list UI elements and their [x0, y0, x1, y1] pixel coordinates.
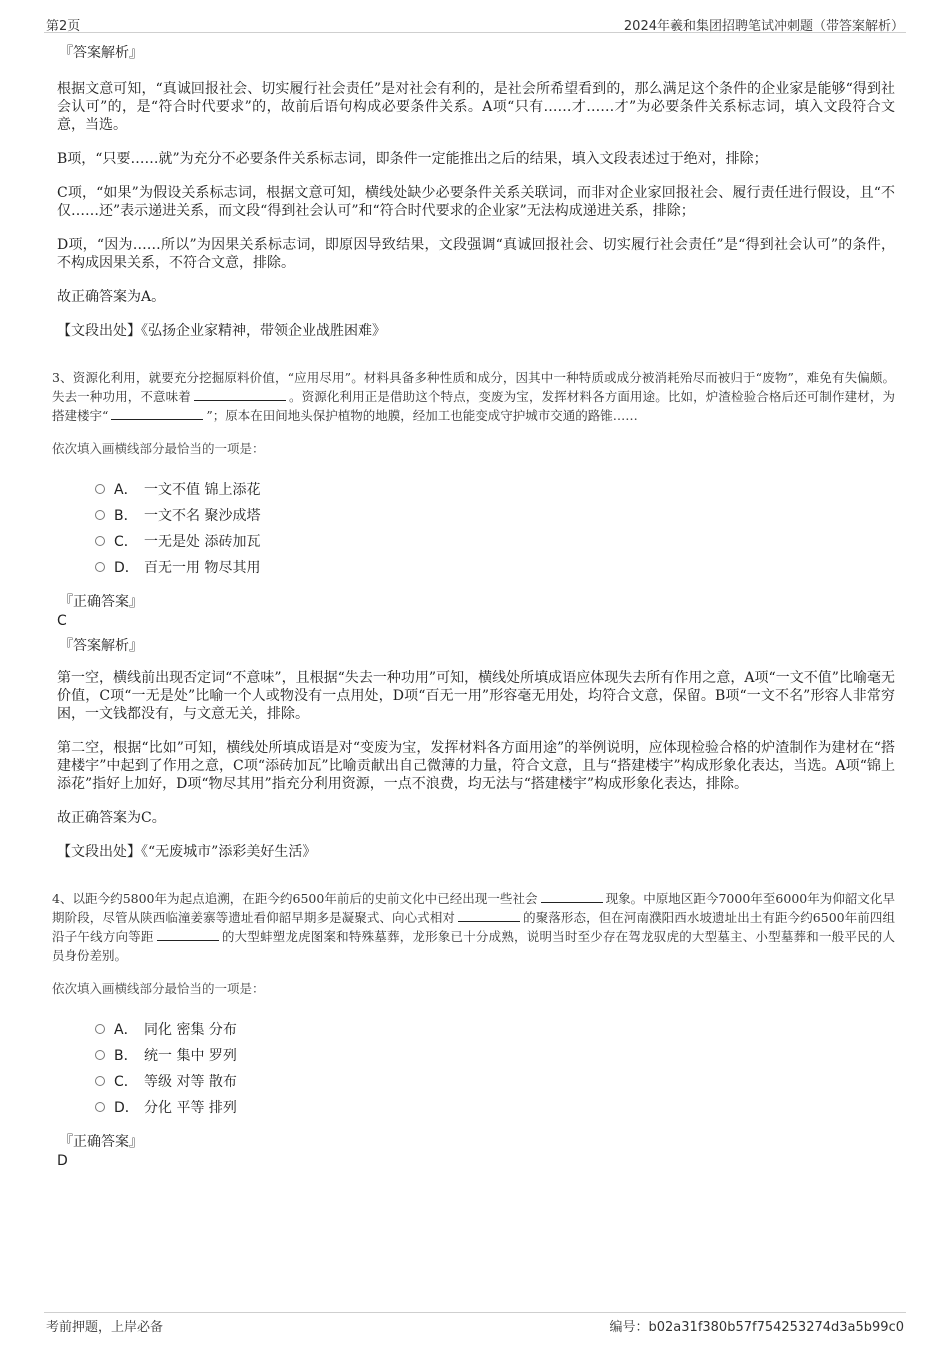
option-b[interactable]: [95, 505, 895, 531]
question-4-text-part: 的大型蚌塑龙虎图案和特殊墓葬，龙形象已十分成熟，说明当时至少存在驾龙驭虎的大型墓主、小型墓葬和一般平民的人员身份差别。: [52, 929, 895, 963]
option-a[interactable]: [95, 1019, 895, 1045]
option-text: 分化 平等 排列: [144, 1100, 237, 1116]
code-label: 编号：: [609, 1320, 649, 1335]
q2-analysis-paragraph: C项，“如果”为假设关系标志词，根据文意可知，横线处缺少必要条件关系关联词，而非对企业家回报社会、履行责任进行假设，且“不仅……还”表示递进关系，而文段“得到社会认可”和“符合时代要求的企业家”无法构成递进关系，排除；: [57, 185, 895, 219]
option-d[interactable]: [95, 1097, 895, 1123]
fill-blank: [111, 407, 203, 420]
radio-circle-icon[interactable]: [95, 1050, 105, 1060]
question-3-options: [95, 479, 895, 583]
q2-analysis-paragraph: B项，“只要……就”为充分不必要条件关系标志词，即条件一定能推出之后的结果，填入文段表述过于绝对，排除；: [57, 151, 768, 167]
radio-circle-icon[interactable]: [95, 1102, 105, 1112]
radio-circle-icon[interactable]: [95, 1024, 105, 1034]
option-letter: C．: [114, 1074, 138, 1090]
question-4-prompt: 依次填入画横线部分最恰当的一项是：: [52, 981, 265, 996]
option-letter: A．: [114, 1022, 138, 1038]
page-footer: [44, 1312, 906, 1337]
option-letter: C．: [114, 534, 138, 550]
option-text: 同化 密集 分布: [144, 1022, 237, 1038]
question-3-text-part: ”；原本在田间地头保护植物的地膜，经加工也能变成守护城市交通的路锥……: [206, 408, 638, 423]
option-c[interactable]: [95, 1071, 895, 1097]
fill-blank: [541, 890, 603, 903]
option-d[interactable]: [95, 557, 895, 583]
q4-correct-answer: D: [57, 1153, 68, 1169]
q3-analysis-paragraph: 第一空，横线前出现否定词“不意味”，且根据“失去一种功用”可知，横线处所填成语应体现失去所有作用之意，A项“一文不值”比喻毫无价值，C项“一无是处”比喻一个人或物没有一点用处，D项“百无一用”形容毫无用处，均符合文意，保留。B项“一文不名”形容人非常穷困，一文钱都没有，与文意无关，排除。: [57, 670, 895, 722]
radio-circle-icon[interactable]: [95, 1076, 105, 1086]
document-code: [610, 1316, 905, 1335]
q2-analysis-paragraph: D项，“因为……所以”为因果关系标志词，即原因导致结果，文段强调“真诚回报社会、切实履行社会责任”是“得到社会认可”的条件，不构成因果关系，不符合文意，排除。: [57, 237, 895, 271]
fill-blank: [194, 388, 286, 401]
question-4-text-part: 4、以距今约5800年为起点追溯，在距今约6500年前后的史前文化中已经出现一些社会: [52, 891, 538, 906]
question-4-options: [95, 1019, 895, 1123]
option-text: 一文不值 锦上添花: [144, 482, 261, 498]
question-4-text: [52, 889, 895, 965]
q2-source: 【文段出处】《弘扬企业家精神，带领企业战胜困难》: [57, 323, 386, 339]
q3-analysis-paragraph: 第二空，根据“比如”可知，横线处所填成语是对“变废为宝，发挥材料各方面用途”的举例说明，应体现检验合格的炉渣制作为建材在“搭建楼宇”中起到了作用之意，C项“添砖加瓦”比喻贡献出自己微薄的力量，符合文意，且与“搭建楼宇”构成形象化表达，当选。A项“锦上添花”指好上加好，D项“物尽其用”指充分利用资源，一点不浪费，均无法与“搭建楼宇”构成形象化表达，排除。: [57, 740, 895, 792]
footer-slogan: 考前押题，上岸必备: [46, 1320, 164, 1335]
q2-analysis-paragraph: 根据文意可知，“真诚回报社会、切实履行社会责任”是对社会有利的，是社会所希望看到的，那么满足这个条件的企业家是能够“得到社会认可”的，是“符合时代要求”的，故前后语句构成必要条件关系。A项“只有……才……才”为必要条件关系标志词，填入文段符合文意，当选。: [57, 81, 895, 133]
code-value: b02a31f380b57f754253274d3a5b99c0: [648, 1320, 904, 1335]
page-number: 第2页: [46, 19, 81, 34]
option-text: 百无一用 物尽其用: [144, 560, 261, 576]
radio-circle-icon[interactable]: [95, 484, 105, 494]
q4-correct-heading: 『正确答案』: [59, 1134, 143, 1150]
q3-source: 【文段出处】《“无废城市”添彩美好生活》: [57, 844, 317, 860]
q3-answer-statement: 故正确答案为C。: [57, 810, 166, 826]
radio-circle-icon[interactable]: [95, 536, 105, 546]
question-3-prompt: 依次填入画横线部分最恰当的一项是：: [52, 441, 265, 456]
option-letter: B．: [114, 1048, 138, 1064]
q3-correct-heading: 『正确答案』: [59, 594, 143, 610]
q3-correct-answer: C: [57, 613, 67, 629]
option-letter: A．: [114, 482, 138, 498]
question-3-text-part: 3、资源化利用，就要充分挖掘原料价值，“应用尽用”。材料具备多种性质和成分，因其中一种特质或成分被消耗殆尽而被归于“废物”，难免有失偏颇。失去一种功用，不意味着: [52, 370, 895, 404]
option-text: 统一 集中 罗列: [144, 1048, 237, 1064]
document-title: 2024年羲和集团招聘笔试冲刺题（带答案解析）: [623, 19, 904, 34]
page-content: [52, 42, 896, 1175]
question-3-text: [52, 368, 895, 425]
option-b[interactable]: [95, 1045, 895, 1071]
q3-analysis-heading: 『答案解析』: [59, 638, 143, 654]
radio-circle-icon[interactable]: [95, 510, 105, 520]
fill-blank: [458, 909, 520, 922]
option-a[interactable]: [95, 479, 895, 505]
option-text: 等级 对等 散布: [144, 1074, 237, 1090]
question-4-text-part: 现象。中原地区距今7000年至6000年为仰韶文化早期阶段，尽管从陕西临潼姜寨等遗址看仰韶早期多是凝聚式、向心式相对: [52, 891, 896, 925]
option-letter: B．: [114, 508, 138, 524]
q2-answer-statement: 故正确答案为A。: [57, 289, 166, 305]
option-c[interactable]: [95, 531, 895, 557]
question-4-text-part: 的聚落形态，但在河南濮阳西水坡遗址出土有距今约6500年前四组沿子午线方向等距: [52, 910, 895, 944]
option-text: 一文不名 聚沙成塔: [144, 508, 261, 524]
radio-circle-icon[interactable]: [95, 562, 105, 572]
fill-blank: [157, 928, 219, 941]
option-letter: D．: [114, 1100, 139, 1116]
q2-analysis-heading: 『答案解析』: [59, 45, 143, 61]
option-text: 一无是处 添砖加瓦: [144, 534, 261, 550]
option-letter: D．: [114, 560, 139, 576]
page-header: [44, 12, 906, 33]
question-3-text-part: 。资源化利用正是借助这个特点，变废为宝，发挥材料各方面用途。比如，炉渣检验合格后还可制作建材，为搭建楼宇“: [52, 389, 895, 423]
